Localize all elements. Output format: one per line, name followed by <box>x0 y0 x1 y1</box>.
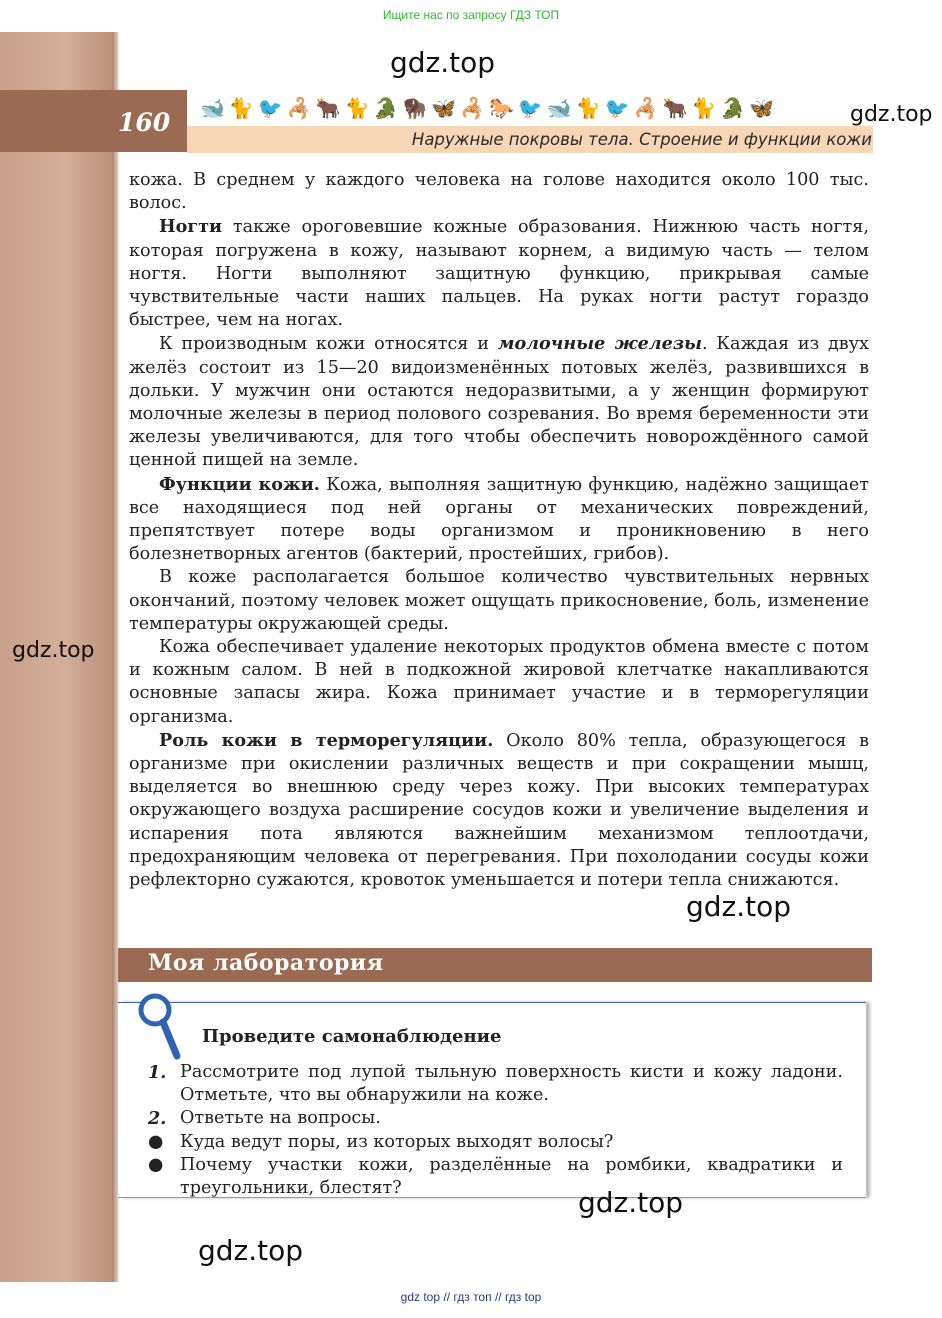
watermark: gdz.top <box>390 46 496 79</box>
term-mammary-glands: молочные железы <box>497 333 702 355</box>
chapter-title: Наружные покровы тела. Строение и функции кожи <box>411 130 872 149</box>
term-nails: Ногти <box>159 216 223 238</box>
watermark: gdz.top <box>686 890 792 923</box>
item-number: 1. <box>148 1062 167 1083</box>
bullet-icon: ● <box>148 1131 164 1152</box>
lab-section-title: Моя лаборатория <box>148 950 384 976</box>
term-skin-functions: Функции кожи. <box>159 473 320 495</box>
lab-task-list <box>148 1061 843 1200</box>
item-number: 2. <box>148 1108 167 1130</box>
top-banner <box>0 0 942 30</box>
body-text <box>129 169 869 892</box>
animals-ornament-strip: 🐋🐈🐦🦂🐂🐈🐊🦬🦋🦂🐎🐦🐋🐈🐦🦂🐂🐈🐊🦋 <box>200 96 779 120</box>
top-banner-text: Ищите нас по запросу ГДЗ ТОП <box>382 8 560 22</box>
paragraph: Роль кожи в терморегуляции. Около 80% тепла, образующегося в организме при окислении различных веществ и при сокращении мышц, выделяется во внешнюю среду через кожу. При высоких температурах окружающего воздуха расширение сосудов кожи и увеличение выделения и испарения пота являются важнейшим механизмом теплоотдачи, предохраняющим человека от перегревания. При похолодании сосуды кожи рефлекторно сужаются, кровоток уменьшается и потери тепла снижаются. <box>129 729 869 891</box>
footer-link[interactable]: gdz top <box>400 1290 441 1304</box>
paragraph: кожа. В среднем у каждого человека на голове находится около 100 тыс. волос. <box>129 170 869 214</box>
watermark: gdz.top <box>12 638 95 663</box>
lab-task-item: 2. Ответьте на вопросы. <box>148 1108 381 1130</box>
bullet-icon: ● <box>148 1154 164 1175</box>
paragraph: Кожа обеспечивает удаление некоторых продуктов обмена вместе с потом и кожным салом. В ней в подкожной жировой клетчатке накапливаются основные запасы жира. Кожа принимает участие и в терморегуляции организма. <box>129 637 869 727</box>
watermark: gdz.top <box>578 1186 684 1219</box>
paragraph: К производным кожи относятся и молочные железы. Каждая из двух желёз состоит из 15—20 видоизменённых потовых желёз, развившихся в дольки. У мужчин они остаются недоразвитыми, а у женщин формируют молочные железы в период полового созревания. Во время беременности эти железы увеличиваются, для того чтобы обеспечить новорождённого самой ценной пищей на земле. <box>129 333 869 471</box>
lab-task-heading: Проведите самонаблюдение <box>202 1026 502 1047</box>
lab-task-item: ● Куда ведут поры, из которых выходят волосы? <box>148 1131 843 1154</box>
paragraph: Ногти также ороговевшие кожные образования. Нижнюю часть ногтя, которая погружена в кожу, называют корнем, а видимую часть — телом ногтя. Ногти выполняют защитную функцию, прикрывая самые чувствительные части наших пальцев. На руках ногти растут гораздо быстрее, чем на ногах. <box>129 216 869 331</box>
magnifier-icon <box>137 992 183 1062</box>
paragraph: В коже располагается большое количество чувствительных нервных окончаний, поэтому человек может ощущать прикосновение, боль, изменение температуры окружающей среды. <box>129 567 869 634</box>
footer-link[interactable]: гдз top <box>504 1290 542 1304</box>
lab-task-item: ● Почему участки кожи, разделённые на ромбики, квадратики и треугольники, блестят? <box>148 1154 843 1199</box>
term-thermoregulation: Роль кожи в терморегуляции. <box>159 729 494 751</box>
lab-task-item: 1. Рассмотрите под лупой тыльную поверхность кисти и кожу ладони. Отметьте, что вы обнаружили на коже. <box>148 1062 843 1106</box>
watermark: gdz.top <box>850 102 933 127</box>
paragraph: Функции кожи. Кожа, выполняя защитную функцию, надёжно защищает все находящиеся под ней органы от механических повреждений, препятствует потере воды организмом и проникновению в него болезнетворных агентов (бактерий, простейших, грибов). <box>129 473 870 565</box>
footer-link[interactable]: гдз топ <box>453 1290 492 1304</box>
footer-links: gdz top // гдз топ // гдз top <box>400 1290 542 1304</box>
page-number: 160 <box>118 108 171 137</box>
watermark: gdz.top <box>198 1234 304 1267</box>
